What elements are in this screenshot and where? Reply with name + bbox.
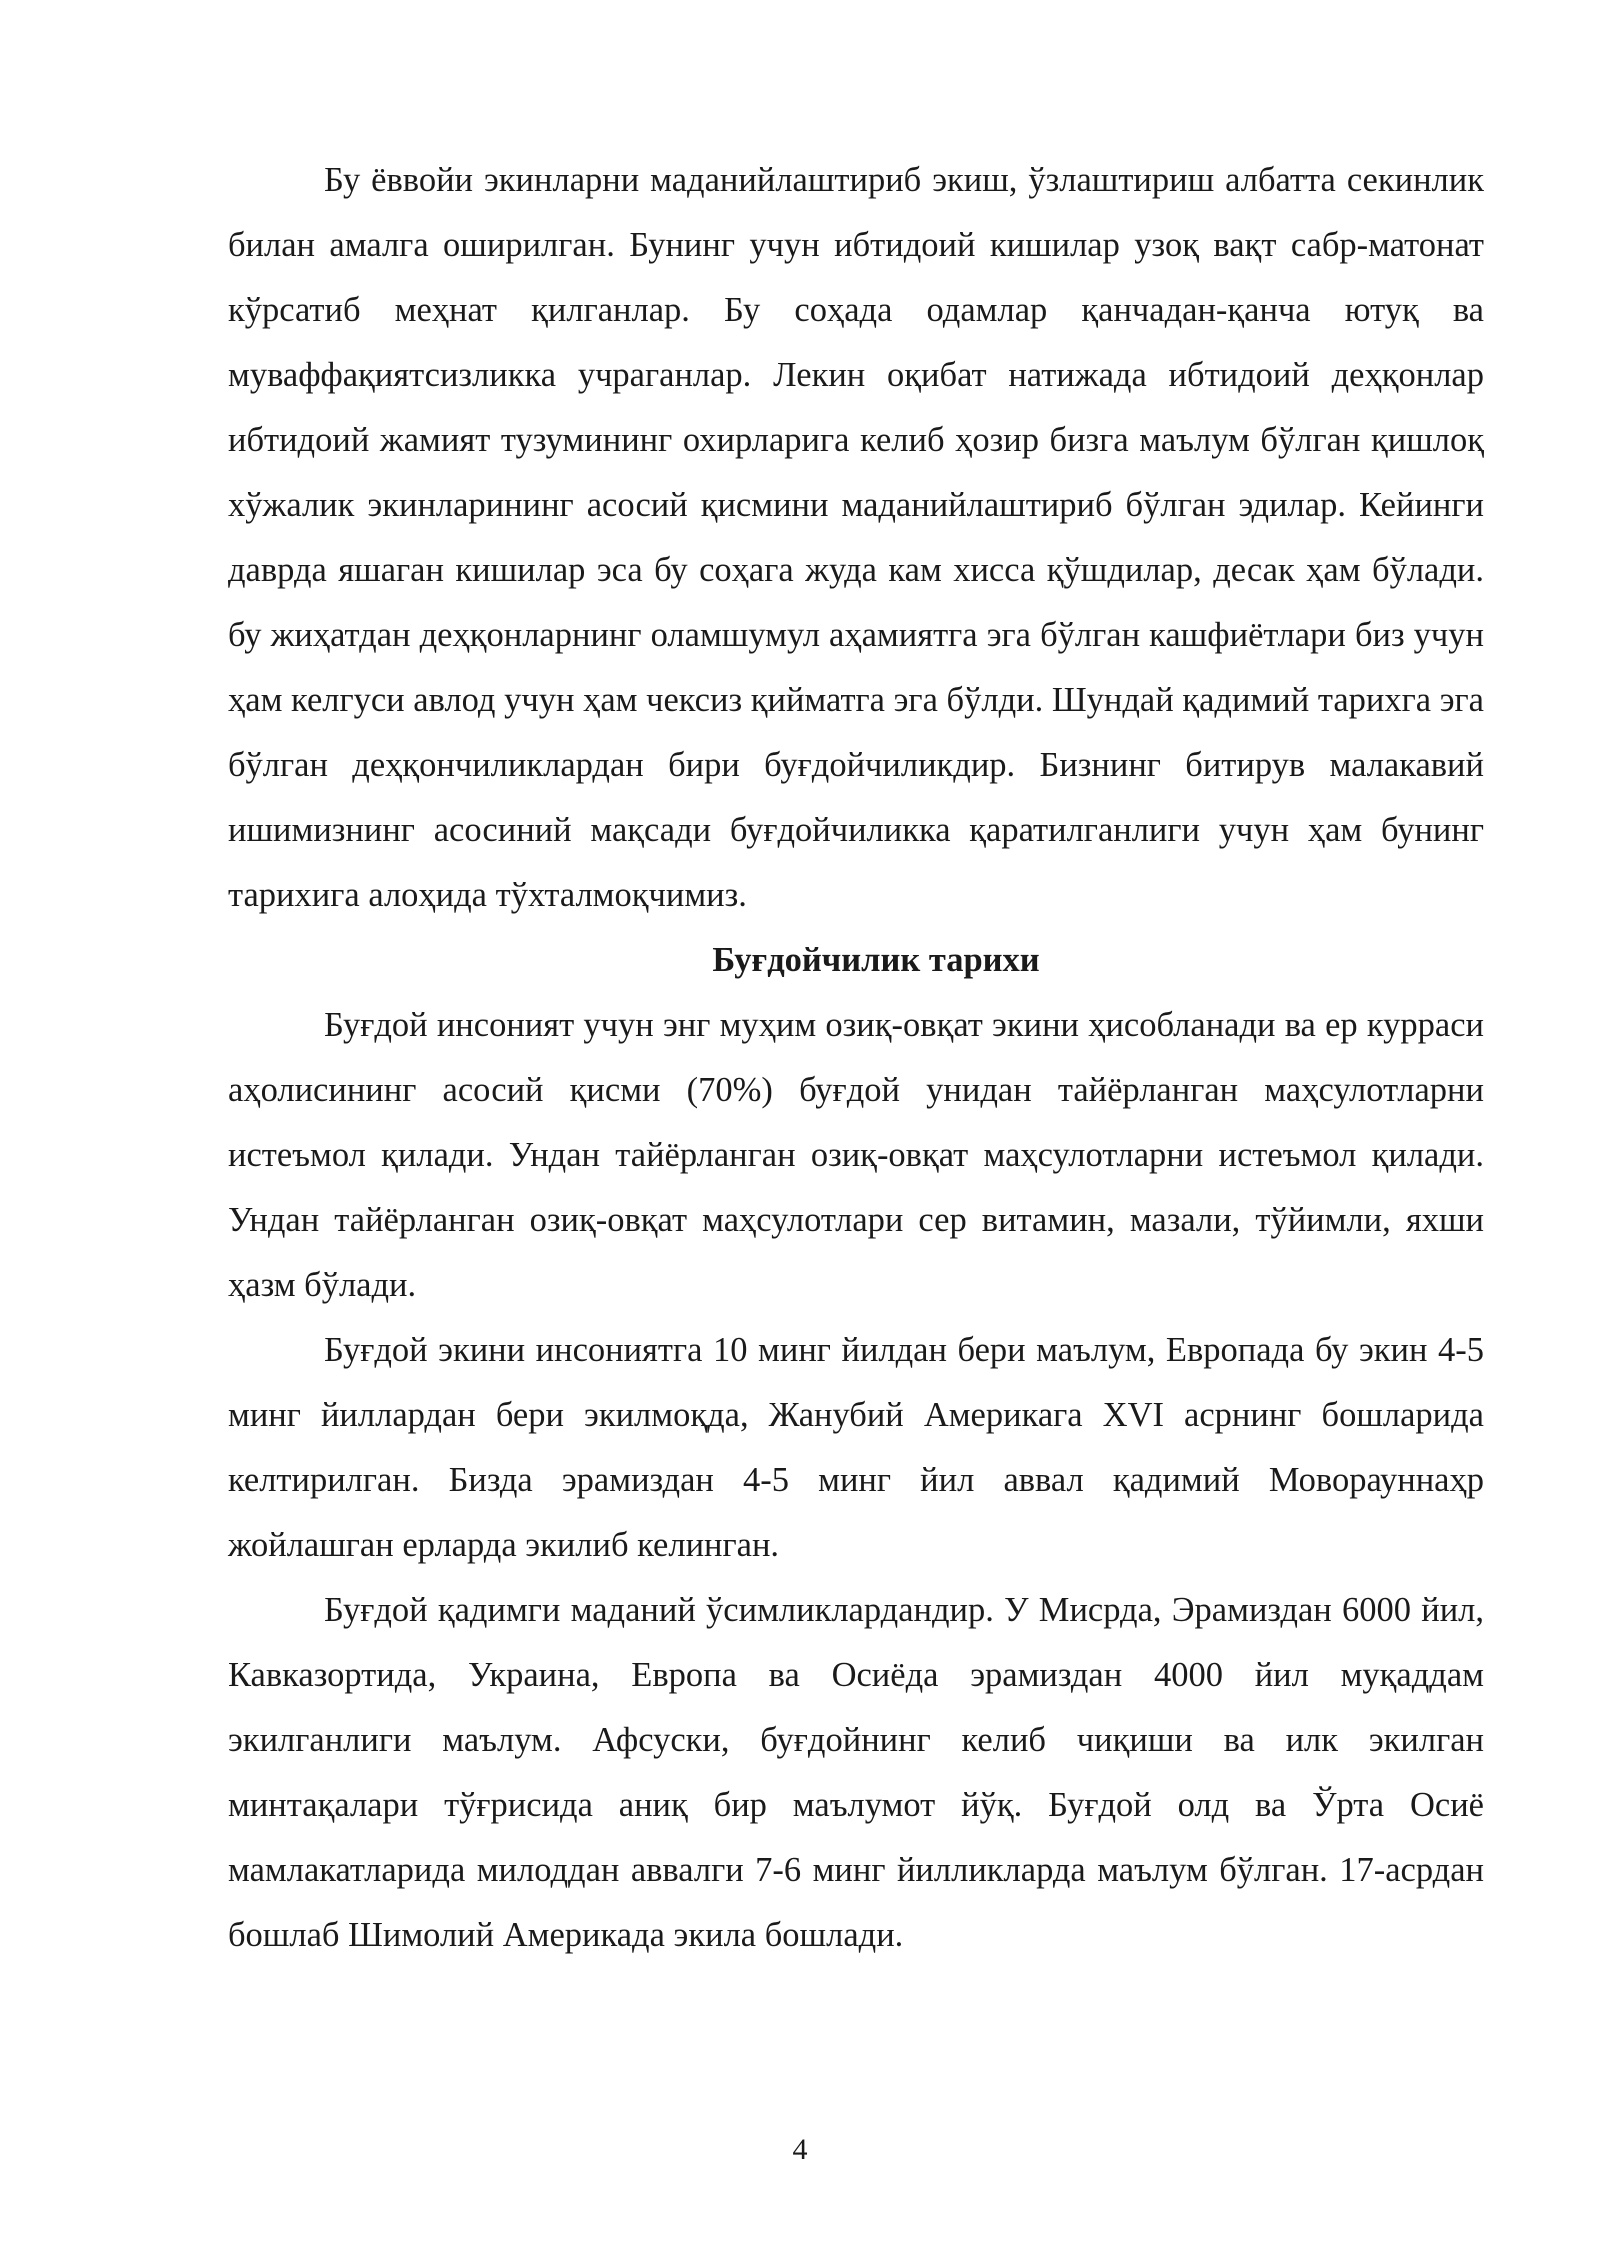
page-content [228,148,1484,1968]
paragraph-intro: Бу ёввойи экинларни маданийлаштириб экиш, ўзлаштириш албатта секинлик билан амалга оширилган. Бунинг учун ибтидоий кишилар узоқ вақт сабр-матонат кўрсатиб меҳнат қилганлар. Бу соҳада одамлар қанчадан-қанча ютуқ ва муваффақиятсизликка учраганлар. Лекин оқибат натижада ибтидоий деҳқонлар ибтидоий жамият тузумининг охирларига келиб ҳозир бизга маълум бўлган қишлоқ хўжалик экинларининг асосий қисмини маданийлаштириб бўлган эдилар. Кейинги даврда яшаган кишилар эса бу соҳага жуда кам хисса қўшдилар, десак ҳам бўлади. бу жиҳатдан деҳқонларнинг оламшумул аҳамиятга эга бўлган кашфиётлари биз учун ҳам келгуси авлод учун ҳам чексиз қийматга эга бўлди. Шундай қадимий тарихга эга бўлган деҳқончиликлардан бири буғдойчиликдир. Бизнинг битирув малакавий ишимизнинг асосиний мақсади буғдойчиликка қаратилганлиги учун ҳам бунинг тарихига алоҳида тўхталмоқчимиз. [228,161,1484,914]
page-number: 4 [792,2133,808,2166]
section-heading: Буғдойчилик тарихи [712,941,1040,979]
paragraph-wheat-history: Буғдой қадимги маданий ўсимликлардандир. У Мисрда, Эрамиздан 6000 йил, Кавказортида, Украина, Европа ва Осиёда эрамиздан 4000 йил муқаддам экилганлиги маълум. Афсуски, буғдойнинг келиб чиқиши ва илк экилган минтақалари тўғрисида аниқ бир маълумот йўқ. Буғдой олд ва Ўрта Осиё мамлакатларида милоддан аввалги 7-6 минг йилликларда маълум бўлган. 17-асрдан бошлаб Шимолий Америкада экила бошлади. [228,1591,1484,1954]
paragraph-wheat-importance: Буғдой инсоният учун энг муҳим озиқ-овқат экини ҳисобланади ва ер курраси аҳолисининг асосий қисми (70%) буғдой унидан тайёрланган маҳсулотларни истеъмол қилади. Ундан тайёрланган озиқ-овқат маҳсулотларни истеъмол қилади. Ундан тайёрланган озиқ-овқат маҳсулотлари сер витамин, мазали, тўйимли, яхши ҳазм бўлади. [228,1006,1484,1304]
paragraph-wheat-spread: Буғдой экини инсониятга 10 минг йилдан бери маълум, Европада бу экин 4-5 минг йиллардан бери экилмоқда, Жанубий Америкага XVI асрнинг бошларида келтирилган. Бизда эрамиздан 4-5 минг йил аввал қадимий Моворауннаҳр жойлашган ерларда экилиб келинган. [228,1331,1484,1564]
